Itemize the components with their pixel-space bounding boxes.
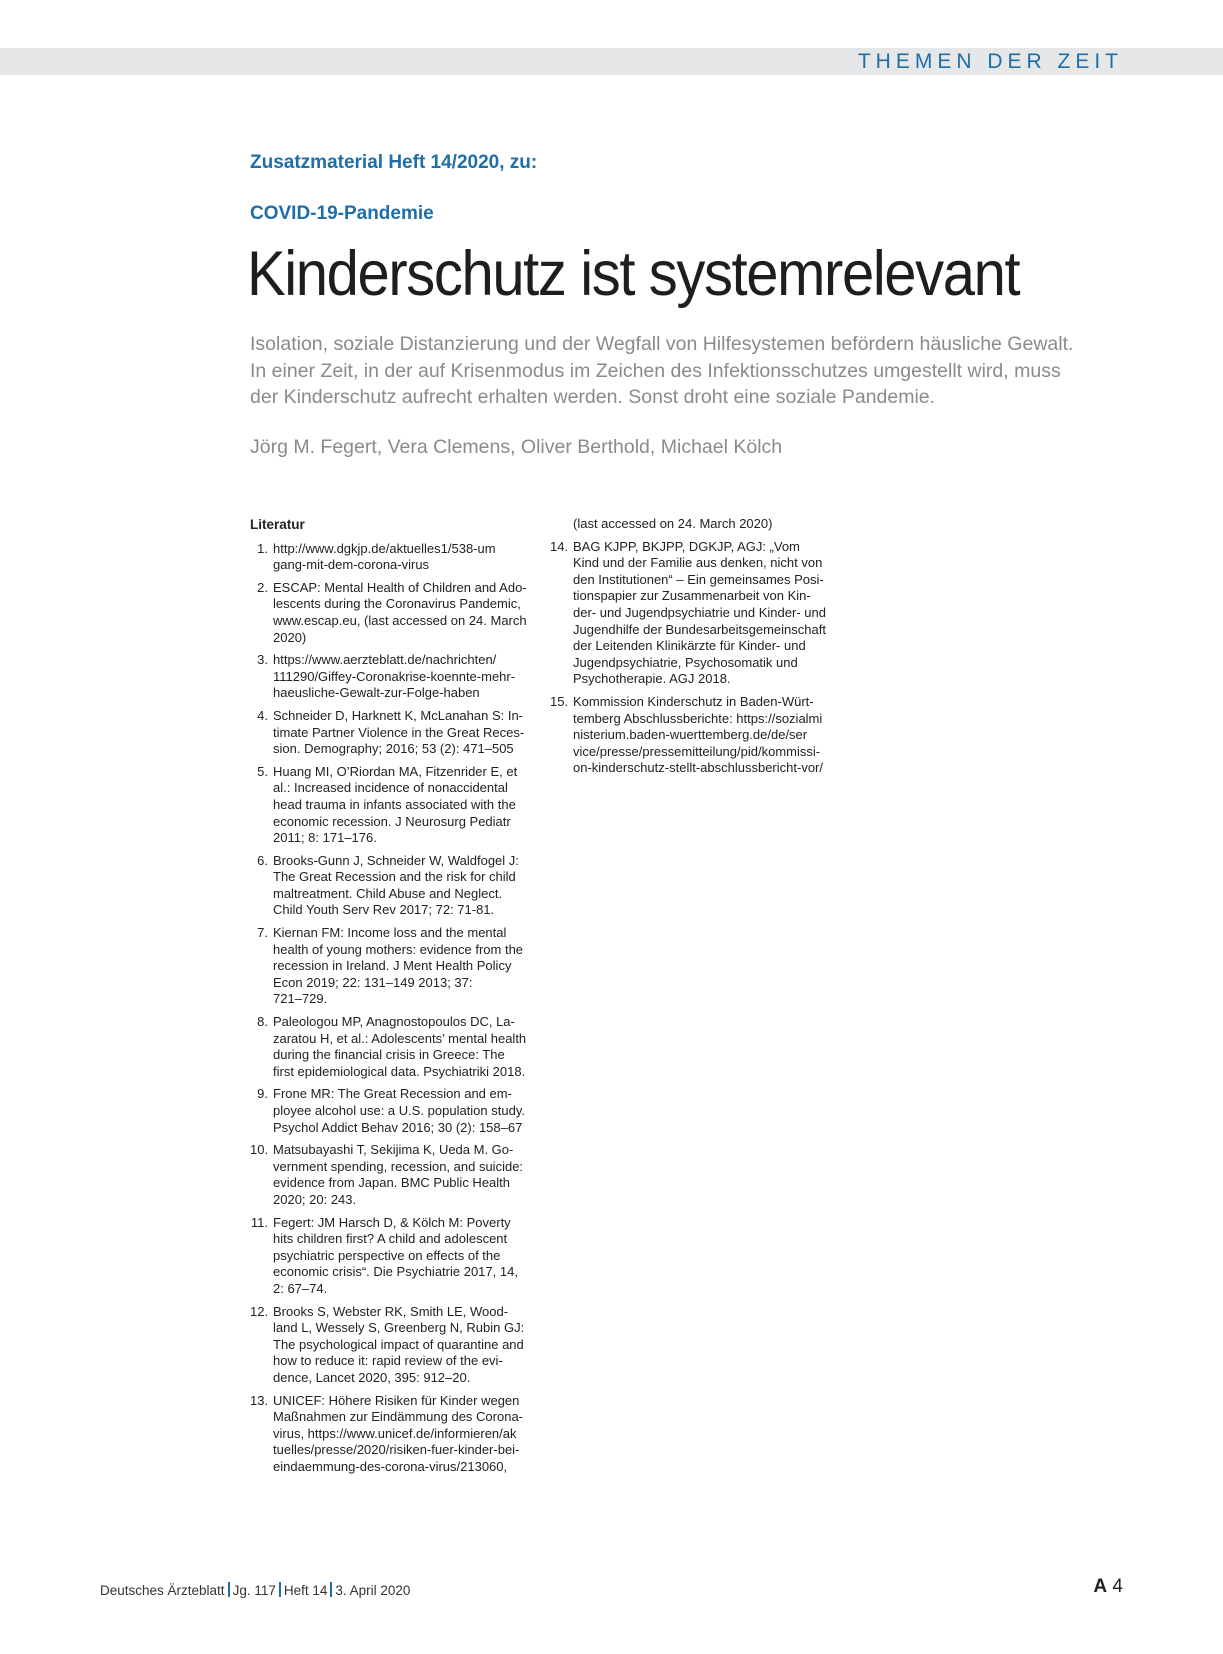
journal-date: 3. April 2020 (335, 1583, 411, 1598)
reference-text-line: gang-mit-dem-corona-virus (273, 557, 430, 573)
page-prefix: A (1093, 1576, 1108, 1597)
reference-number: 9. (257, 1086, 268, 1102)
reference-text-line: health of young mothers: evidence from the (273, 941, 524, 957)
reference-text-line: Brooks-Gunn J, Schneider W, Waldfogel J: (273, 852, 519, 868)
reference-number: 15. (550, 693, 569, 709)
reference-text-line: hits children first? A child and adolescent (273, 1231, 508, 1247)
reference-text-line: Kiernan FM: Income loss and the mental (273, 925, 507, 941)
reference-text-line: ployee alcohol use: a U.S. population study. (273, 1103, 525, 1118)
reference-text-line: psychiatric perspective on effects of the (273, 1247, 501, 1263)
reference-item (250, 1215, 530, 1298)
page-number-value: 4 (1112, 1576, 1123, 1597)
reference-text-line: Matsubayashi T, Sekijima K, Ueda M. Go- (273, 1142, 514, 1158)
reference-text-line: vernment spending, recession, and suicide: (273, 1158, 524, 1174)
reference-text-line: Maßnahmen zur Eindämmung des Corona- (273, 1409, 524, 1425)
reference-text-line: 2011; 8: 171–176. (273, 830, 377, 846)
article-lead (250, 331, 1100, 411)
reference-text-line: 111290/Giffey-Coronakrise-koennte-mehr- (273, 668, 516, 684)
reference-text-line: der Leitenden Klinikärzte für Kinder- und (573, 638, 806, 654)
reference-list (550, 539, 830, 777)
reference-number: 13. (250, 1392, 269, 1408)
lead-line: In einer Zeit, in der auf Krisenmodus im Zeichen des Infektionsschutzes umgestellt wird, muss (250, 359, 1061, 382)
reference-item (250, 1086, 530, 1136)
reference-text-line: first epidemiological data. Psychiatriki 2018. (273, 1063, 526, 1079)
reference-text-line: sion. Demography; 2016; 53 (2): 471–505 (273, 741, 514, 757)
reference-text-line: vice/presse/pressemitteilung/pid/kommissi- (573, 743, 821, 759)
reference-number: 7. (257, 925, 268, 941)
reference-number: 10. (250, 1142, 269, 1158)
reference-number: 2. (257, 579, 268, 595)
reference-item (250, 708, 530, 758)
reference-text-line: temberg Abschlussberichte: https://sozialmi (573, 710, 823, 726)
footer-separator (228, 1582, 230, 1597)
reference-text-line: 2020) (273, 629, 307, 645)
reference-number: 4. (257, 707, 268, 723)
lead-line: Isolation, soziale Distanzierung und der Wegfall von Hilfesystemen befördern häusliche Gewalt. (250, 333, 1074, 355)
reference-text-line: evidence from Japan. BMC Public Health (273, 1175, 511, 1191)
reference-item (250, 541, 530, 574)
reference-text-line: den Institutionen“ – Ein gemeinsames Posi- (573, 571, 824, 587)
reference-text-line: ESCAP: Mental Health of Children and Ado- (273, 579, 527, 595)
reference-text-line: Child Youth Serv Rev 2017; 72: 71-81. (273, 902, 495, 918)
reference-text-line: economic crisis“. Die Psychiatrie 2017, 14, (273, 1264, 518, 1280)
reference-text-line: lescents during the Coronavirus Pandemic, (273, 596, 521, 612)
reference-text-line: Psychol Addict Behav 2016; 30 (2): 158–67 (273, 1119, 523, 1135)
lead-line: der Kinderschutz aufrecht erhalten werden. Sonst droht eine soziale Pandemie. (250, 386, 936, 408)
references-heading: Literatur (250, 517, 305, 532)
reference-number: 1. (257, 540, 268, 556)
references-column-2 (550, 516, 830, 783)
reference-item (250, 580, 530, 646)
reference-text-line: The psychological impact of quarantine and (273, 1336, 524, 1352)
references-column-1 (250, 517, 530, 1481)
reference-text-line: nisterium.baden-wuerttemberg.de/de/ser (573, 727, 808, 743)
reference-text-line: timate Partner Violence in the Great Reces- (273, 724, 525, 740)
reference-text-line: Psychotherapie. AGJ 2018. (573, 671, 731, 687)
reference-text-line: https://www.aerzteblatt.de/nachrichten/ (273, 652, 497, 668)
reference-text-line: Schneider D, Harknett K, McLanahan S: In- (273, 707, 524, 723)
reference-number: 5. (257, 763, 268, 779)
reference-text-line: recession in Ireland. J Ment Health Policy (273, 958, 512, 974)
reference-text-line: The Great Recession and the risk for child (273, 869, 516, 885)
reference-text-line: UNICEF: Höhere Risiken für Kinder wegen (273, 1392, 520, 1408)
reference-text-line: tuelles/presse/2020/risiken-fuer-kinder-bei- (273, 1442, 520, 1458)
footer-separator (279, 1582, 281, 1597)
reference-text-line: www.escap.eu, (last accessed on 24. March (273, 612, 527, 628)
supplement-label: Zusatzmaterial Heft 14/2020, zu: (250, 152, 538, 173)
reference-item (550, 694, 830, 777)
journal-volume: Jg. 117 (232, 1583, 276, 1598)
reference-text-line: Jugendpsychiatrie, Psychosomatik und (573, 654, 798, 670)
reference-text-line: economic recession. J Neurosurg Pediatr (273, 813, 511, 829)
reference-text-line: 721–729. (273, 991, 328, 1007)
reference-item (250, 1142, 530, 1208)
section-label: THEMEN DER ZEIT (857, 50, 1123, 73)
reference-text-line: virus, https://www.unicef.de/informieren/ak (273, 1425, 517, 1441)
reference-number: 3. (257, 652, 268, 668)
reference-continuation: (last accessed on 24. March 2020) (573, 516, 773, 531)
reference-text-line: Brooks S, Webster RK, Smith LE, Wood- (273, 1303, 509, 1319)
journal-issue: Heft 14 (283, 1583, 328, 1598)
page-number (1093, 1576, 1123, 1598)
reference-text-line: Frone MR: The Great Recession and em- (273, 1086, 512, 1102)
reference-text-line: 2020; 20: 243. (273, 1191, 357, 1207)
reference-number: 14. (550, 538, 569, 554)
reference-text-line: how to reduce it: rapid review of the evi- (273, 1353, 503, 1369)
reference-text-line: during the financial crisis in Greece: The (273, 1047, 505, 1063)
reference-item (250, 853, 530, 919)
reference-text-line: maltreatment. Child Abuse and Neglect. (273, 885, 503, 901)
reference-list (250, 541, 530, 1476)
reference-text-line: zaratou H, et al.: Adolescents’ mental health (273, 1030, 527, 1046)
reference-text-line: head trauma in infants associated with the (273, 796, 516, 812)
reference-text-line: eindaemmung-des-corona-virus/213060, (273, 1458, 508, 1474)
reference-item (250, 1014, 530, 1080)
reference-text-line: Fegert: JM Harsch D, & Kölch M: Poverty (273, 1214, 511, 1230)
topic-label: COVID-19-Pandemie (250, 203, 434, 224)
reference-number: 6. (257, 852, 268, 868)
reference-text-line: tionspapier zur Zusammenarbeit von Kin- (573, 588, 811, 604)
reference-text-line: der- und Jugendpsychiatrie und Kinder- und (573, 604, 826, 620)
article-title: Kinderschutz ist systemrelevant (247, 239, 1020, 309)
reference-text-line: on-kinderschutz-stellt-abschlussbericht-vor/ (573, 760, 823, 776)
reference-text-line: Econ 2019; 22: 131–149 2013; 37: (273, 974, 473, 990)
reference-text-line: haeusliche-Gewalt-zur-Folge-haben (273, 685, 480, 701)
reference-text-line: Kommission Kinderschutz in Baden-Würt- (573, 693, 814, 709)
reference-text-line: land L, Wessely S, Greenberg N, Rubin GJ: (273, 1320, 525, 1336)
reference-item (250, 652, 530, 702)
reference-number: 12. (250, 1303, 269, 1319)
reference-text-line: Jugendhilfe der Bundesarbeitsgemeinschaft (573, 621, 826, 637)
reference-item (250, 764, 530, 847)
reference-text-line: http://www.dgkjp.de/aktuelles1/538-um (273, 540, 496, 556)
reference-text-line: Huang MI, O’Riordan MA, Fitzenrider E, et (273, 763, 518, 779)
footer (100, 1582, 410, 1598)
reference-text-line: 2: 67–74. (273, 1280, 328, 1296)
footer-separator (330, 1582, 332, 1597)
reference-text-line: BAG KJPP, BKJPP, DGKJP, AGJ: „Vom (573, 538, 800, 554)
reference-number: 8. (257, 1014, 268, 1030)
reference-number: 11. (250, 1214, 268, 1230)
article-authors: Jörg M. Fegert, Vera Clemens, Oliver Berthold, Michael Kölch (250, 436, 783, 458)
reference-item (250, 1393, 530, 1476)
reference-text-line: Paleologou MP, Anagnostopoulos DC, La- (273, 1014, 515, 1030)
reference-item (550, 539, 830, 688)
reference-text-line: Kind und der Familie aus denken, nicht von (573, 555, 823, 571)
journal-name: Deutsches Ärzteblatt (100, 1583, 225, 1598)
reference-item (250, 925, 530, 1008)
reference-text-line: dence, Lancet 2020, 395: 912–20. (273, 1369, 471, 1385)
reference-text-line: al.: Increased incidence of nonaccidental (273, 780, 508, 796)
reference-item (250, 1304, 530, 1387)
